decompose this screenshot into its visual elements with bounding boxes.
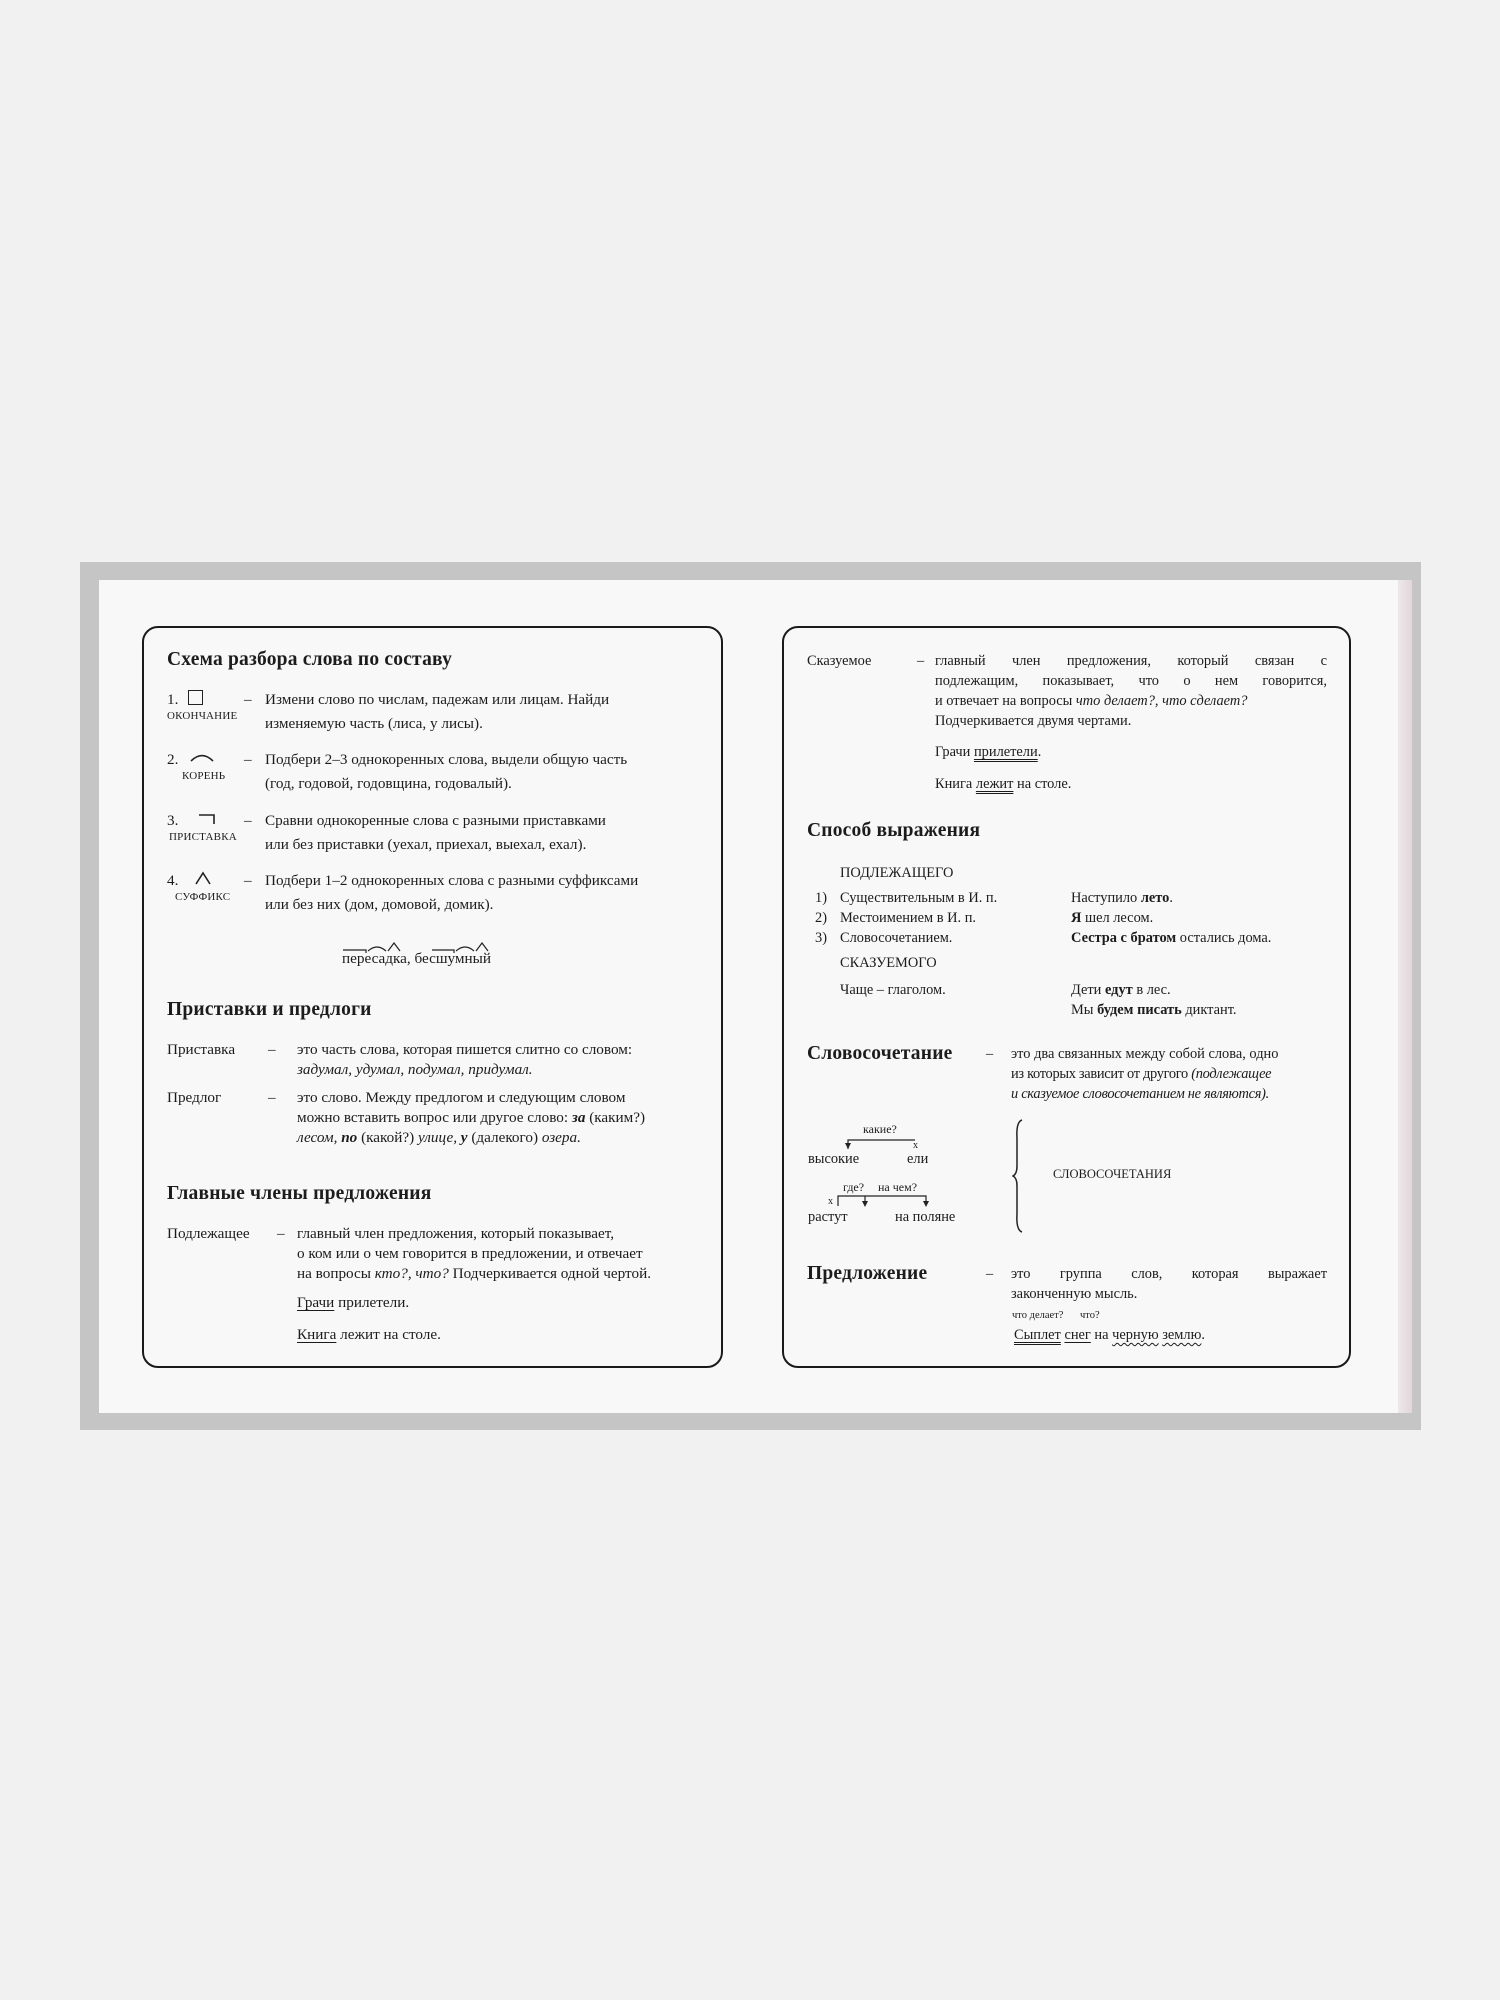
expression-row-1-example: Наступило лето. xyxy=(1071,890,1173,906)
scheme-item-4-line1: Подбери 1–2 однокоренных слова с разными суффиксами xyxy=(265,872,639,889)
preposition-term: Предлог xyxy=(167,1089,222,1106)
scheme-item-3-num: 3. xyxy=(167,812,179,829)
phrase-title: Словосочетание xyxy=(807,1043,953,1064)
sentence-line1: это группа слов, которая выражает xyxy=(1011,1266,1327,1282)
phrase-question-3: на чем? xyxy=(878,1180,918,1194)
preposition-dash: – xyxy=(268,1089,276,1106)
scheme-item-1-dash: – xyxy=(244,691,252,708)
sentence-question-1: что делает? xyxy=(1012,1310,1064,1321)
root-arc-icon xyxy=(189,752,215,762)
sheet-edge xyxy=(1398,580,1412,1413)
scheme-item-4-line2: или без них (дом, домовой, домик). xyxy=(265,896,494,913)
phrase-question-1: какие? xyxy=(863,1122,897,1136)
ending-icon xyxy=(188,690,203,705)
phrase-label: СЛОВОСОЧЕТАНИЯ xyxy=(1053,1167,1172,1181)
subject-line3: на вопросы кто?, что? Подчеркивается одной чертой. xyxy=(297,1265,652,1282)
subject-example-1: Грачи прилетели. xyxy=(297,1294,410,1311)
subject-example-2: Книга лежит на столе. xyxy=(297,1326,441,1343)
phrase-arrow-1-icon xyxy=(845,1135,920,1151)
scheme-item-1-label: ОКОНЧАНИЕ xyxy=(167,710,238,722)
morpheme-marks-icon xyxy=(342,940,522,954)
scheme-item-3-line2: или без приставки (уехал, приехал, выехал, ехал). xyxy=(265,836,587,853)
prefix-mark-icon xyxy=(197,813,217,825)
scheme-title: Схема разбора слова по составу xyxy=(167,649,453,670)
scheme-item-2-num: 2. xyxy=(167,751,179,768)
scheme-item-3-label: ПРИСТАВКА xyxy=(169,831,237,843)
predicate-heading: СКАЗУЕМОГО xyxy=(840,955,937,971)
sentence-example: Сыплет снег на черную землю. xyxy=(1014,1327,1205,1343)
phrase-line2: из которых зависит от другого (подлежащее xyxy=(1011,1066,1272,1082)
scheme-item-3-dash: – xyxy=(244,812,252,829)
expression-title: Способ выражения xyxy=(807,820,981,841)
expression-row-2-text: Местоимением в И. п. xyxy=(840,910,977,926)
main-members-title: Главные члены предложения xyxy=(167,1183,432,1204)
phrase-word-3: растут xyxy=(808,1209,848,1225)
scheme-item-2-line1: Подбери 2–3 однокоренных слова, выдели общую часть xyxy=(265,751,628,768)
scheme-item-4-num: 4. xyxy=(167,872,179,889)
expression-row-2-example: Я шел лесом. xyxy=(1071,910,1154,926)
sentence-title: Предложение xyxy=(807,1263,928,1284)
subject-line2: о ком или о чем говорится в предложении, и отвечает xyxy=(297,1245,643,1262)
sentence-line2: законченную мысль. xyxy=(1011,1286,1138,1302)
scheme-item-1-line2: изменяемую часть (лиса, у лисы). xyxy=(265,715,483,732)
predicate-expression-example-1: Дети едут в лес. xyxy=(1071,982,1171,998)
phrase-dash: – xyxy=(986,1046,994,1062)
scheme-item-3-line1: Сравни однокоренные слова с разными приставками xyxy=(265,812,606,829)
suffix-mark-icon xyxy=(194,871,212,885)
predicate-expression-text: Чаще – глаголом. xyxy=(840,982,946,998)
predicate-line1: главный член предложения, который связан с xyxy=(935,653,1327,669)
phrase-line1: это два связанных между собой слова, одно xyxy=(1011,1046,1279,1062)
phrase-word-4: на поляне xyxy=(895,1209,956,1225)
predicate-example-1: Грачи прилетели. xyxy=(935,744,1042,760)
subject-dash: – xyxy=(277,1225,285,1242)
preposition-line1: это слово. Между предлогом и следующим словом xyxy=(297,1089,626,1106)
scheme-item-2-line2: (год, годовой, годовщина, годовалый). xyxy=(265,775,512,792)
predicate-line2: подлежащим, показывает, что о нем говорится, xyxy=(935,673,1327,689)
predicate-dash: – xyxy=(917,653,925,669)
phrase-mark-1: х xyxy=(913,1140,918,1151)
scheme-item-4-dash: – xyxy=(244,872,252,889)
phrase-question-2: где? xyxy=(843,1180,865,1194)
curly-brace-icon xyxy=(1012,1118,1028,1234)
preposition-line2: можно вставить вопрос или другое слово: за (каким?) xyxy=(297,1109,646,1126)
phrase-mark-2: х xyxy=(828,1196,833,1207)
sentence-dash: – xyxy=(986,1266,994,1282)
phrase-word-2: ели xyxy=(907,1151,929,1167)
prefix-term: Приставка xyxy=(167,1041,236,1058)
expression-row-1-text: Существительным в И. п. xyxy=(840,890,998,906)
expression-row-2-num: 2) xyxy=(815,910,827,926)
expression-row-3-num: 3) xyxy=(815,930,827,946)
subject-term: Подлежащее xyxy=(167,1225,250,1242)
sentence-question-2: что? xyxy=(1080,1310,1100,1321)
expression-row-3-example: Сестра с братом остались дома. xyxy=(1071,930,1272,946)
predicate-line4: Подчеркивается двумя чертами. xyxy=(935,713,1132,729)
predicate-term: Сказуемое xyxy=(807,653,872,669)
subject-heading: ПОДЛЕЖАЩЕГО xyxy=(840,865,954,881)
predicate-line3: и отвечает на вопросы что делает?, что сделает? xyxy=(935,693,1248,709)
preposition-line3: лесом, по (какой?) улице, у (далекого) озера. xyxy=(297,1129,581,1146)
predicate-expression-example-2: Мы будем писать диктант. xyxy=(1071,1002,1237,1018)
phrase-arrow-2-icon xyxy=(834,1192,934,1208)
scheme-item-4-label: СУФФИКС xyxy=(175,891,231,903)
scheme-item-2-dash: – xyxy=(244,751,252,768)
expression-row-3-text: Словосочетанием. xyxy=(840,930,953,946)
prefix-examples: задумал, удумал, подумал, придумал. xyxy=(297,1061,533,1078)
scheme-item-1-line1: Измени слово по числам, падежам или лицам. Найди xyxy=(265,691,610,708)
expression-row-1-num: 1) xyxy=(815,890,827,906)
prefix-dash: – xyxy=(268,1041,276,1058)
scheme-item-1-num: 1. xyxy=(167,690,203,710)
scheme-item-2-label: КОРЕНЬ xyxy=(182,770,226,782)
subject-line1: главный член предложения, который показывает, xyxy=(297,1225,615,1242)
morpheme-example: пересадка, бесшумный xyxy=(342,950,492,967)
prefix-definition: это часть слова, которая пишется слитно со словом: xyxy=(297,1041,633,1058)
phrase-line3: и сказуемое словосочетанием не являются). xyxy=(1011,1086,1269,1102)
predicate-example-2: Книга лежит на столе. xyxy=(935,776,1072,792)
phrase-word-1: высокие xyxy=(808,1151,860,1167)
prefixes-title: Приставки и предлоги xyxy=(167,999,372,1020)
